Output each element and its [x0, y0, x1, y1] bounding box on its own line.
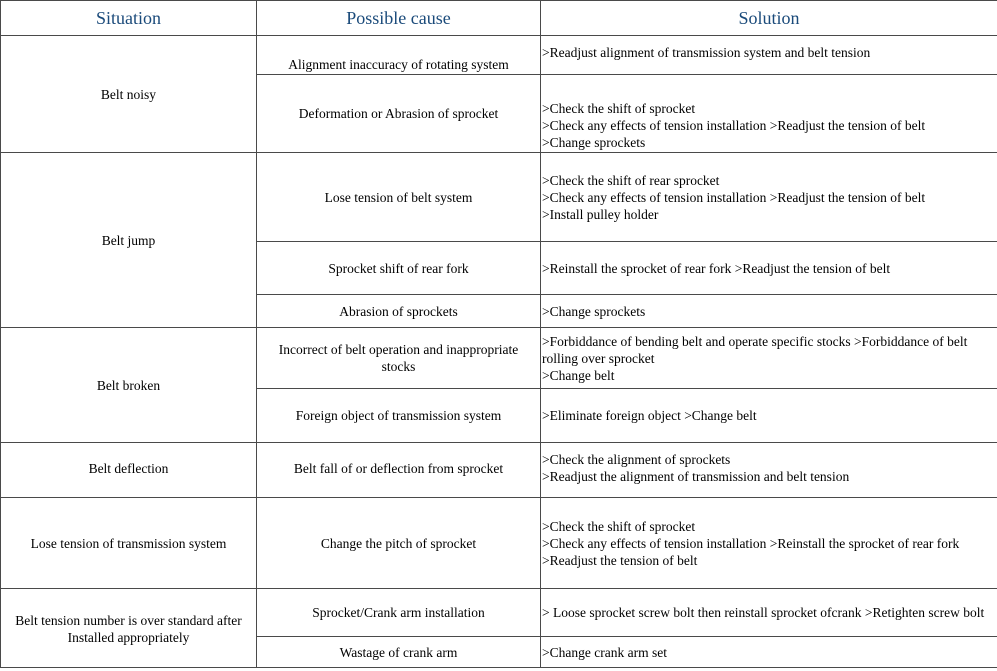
solution-line: >Check any effects of tension installation >Readjust the tension of belt — [542, 118, 926, 133]
solution-line: > Loose sprocket screw bolt then reinstall sprocket ofcrank >Retighten screw bolt — [542, 605, 985, 620]
cause-cell: Wastage of crank arm — [257, 637, 541, 668]
situation-cell: Belt noisy — [1, 36, 257, 153]
solution-line: >Change sprockets — [542, 135, 646, 150]
solution-cell — [541, 75, 997, 153]
solution-line: >Readjust the alignment of transmission and belt tension — [542, 469, 850, 484]
situation-cell: Belt deflection — [1, 443, 257, 498]
solution-line: >Change sprockets — [542, 303, 646, 319]
solution-line: >Check the shift of sprocket — [542, 518, 696, 534]
solution-cell — [541, 36, 997, 75]
cause-cell: Abrasion of sprockets — [257, 295, 541, 328]
solution-line: >Check the shift of sprocket — [542, 101, 696, 116]
table-row — [1, 443, 997, 498]
solution-line: >Reinstall the sprocket of rear fork >Readjust the tension of belt — [542, 260, 891, 276]
situation-cell: Lose tension of transmission system — [1, 498, 257, 589]
table-row — [1, 498, 997, 589]
table-row — [1, 328, 997, 389]
solution-line: >Change belt — [542, 367, 615, 383]
header-row — [1, 1, 997, 36]
table-row — [1, 36, 997, 75]
solution-line: >Readjust alignment of transmission system and belt tension — [542, 45, 871, 60]
solution-line: >Check the alignment of sprockets — [542, 452, 731, 467]
table-row — [1, 589, 997, 637]
solution-cell — [541, 295, 997, 328]
solution-cell — [541, 389, 997, 443]
cause-cell: Belt fall of or deflection from sprocket — [257, 443, 541, 498]
cause-cell: Incorrect of belt operation and inappropriate stocks — [257, 328, 541, 389]
solution-line: >Eliminate foreign object >Change belt — [542, 408, 757, 423]
cause-cell: Alignment inaccuracy of rotating system — [257, 36, 541, 75]
header-solution: Solution — [541, 1, 997, 36]
solution-cell — [541, 589, 997, 637]
cause-cell: Change the pitch of sprocket — [257, 498, 541, 589]
header-possible-cause: Possible cause — [257, 1, 541, 36]
solution-cell — [541, 242, 997, 295]
solution-line: >Forbiddance of bending belt and operate specific stocks >Forbiddance of belt rolling over sprocket — [542, 333, 968, 366]
solution-cell — [541, 498, 997, 589]
solution-cell — [541, 328, 997, 389]
cause-cell: Sprocket/Crank arm installation — [257, 589, 541, 637]
situation-cell: Belt broken — [1, 328, 257, 443]
solution-cell — [541, 637, 997, 668]
solution-cell — [541, 443, 997, 498]
table-row — [1, 153, 997, 242]
header-situation: Situation — [1, 1, 257, 36]
solution-line: >Check any effects of tension installation >Reinstall the sprocket of rear fork >Readjust the tension of belt — [542, 535, 960, 568]
solution-line: >Check the shift of rear sprocket — [542, 173, 720, 188]
cause-cell: Foreign object of transmission system — [257, 389, 541, 443]
cause-cell: Sprocket shift of rear fork — [257, 242, 541, 295]
solution-line: >Install pulley holder — [542, 207, 659, 222]
cause-cell: Lose tension of belt system — [257, 153, 541, 242]
cause-cell: Deformation or Abrasion of sprocket — [257, 75, 541, 153]
situation-cell: Belt jump — [1, 153, 257, 328]
solution-cell — [541, 153, 997, 242]
solution-line: >Check any effects of tension installation >Readjust the tension of belt — [542, 190, 926, 205]
solution-line: >Change crank arm set — [542, 644, 667, 660]
situation-cell: Belt tension number is over standard after Installed appropriately — [1, 589, 257, 668]
